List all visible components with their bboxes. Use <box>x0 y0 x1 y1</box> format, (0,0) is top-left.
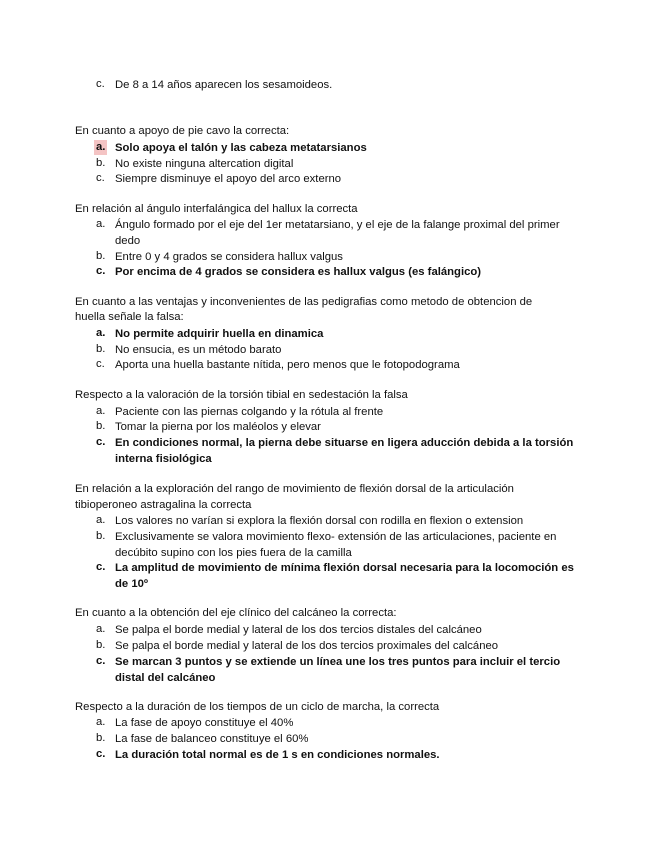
option-marker: b. <box>96 530 106 542</box>
option-marker: c. <box>96 358 105 370</box>
option-text: Paciente con las piernas colgando y la rótula al frente <box>115 406 384 418</box>
option-text: Por encima de 4 grados se considera es hallux valgus (es falángico) <box>115 266 482 278</box>
option-marker: b. <box>96 420 106 432</box>
question-stem: En cuanto a la obtención del eje clínico del calcáneo la correcta: <box>75 607 397 619</box>
option-text: De 8 a 14 años aparecen los sesamoideos. <box>115 79 333 91</box>
option-text: Se palpa el borde medial y lateral de los dos tercios proximales del calcáneo <box>115 640 499 652</box>
option-marker: b. <box>96 639 106 651</box>
option-marker: b. <box>96 250 106 262</box>
option-marker: c. <box>96 436 106 448</box>
option-text: No ensucia, es un método barato <box>115 344 282 356</box>
option-marker: a. <box>96 405 106 417</box>
question-stem: En relación al ángulo interfalángica del hallux la correcta <box>75 203 358 215</box>
option-marker: a. <box>96 716 106 728</box>
option-marker: b. <box>96 343 106 355</box>
option-marker-highlighted: a. <box>96 141 106 153</box>
option-text: Entre 0 y 4 grados se considera hallux valgus <box>115 251 343 263</box>
option-text: La fase de apoyo constituye el 40% <box>115 717 294 729</box>
option-text: No permite adquirir huella en dinamica <box>115 328 324 340</box>
option-text: La amplitud de movimiento de mínima flexión dorsal necesaria para la locomoción es de 10º <box>115 562 574 590</box>
option-marker: a. <box>96 218 106 230</box>
option-text: Se marcan 3 puntos y se extiende un línea une los tres puntos para incluir el tercio distal del calcáneo <box>115 656 561 684</box>
question-stem: En cuanto a apoyo de pie cavo la correcta: <box>75 125 290 137</box>
option-text: En condiciones normal, la pierna debe situarse en ligera aducción debida a la torsión interna fisiológica <box>115 437 574 465</box>
option-text: La duración total normal es de 1 s en condiciones normales. <box>115 749 440 761</box>
option-text: Solo apoya el talón y las cabeza metatarsianos <box>115 142 367 154</box>
option-text: Tomar la pierna por los maléolos y elevar <box>115 421 321 433</box>
option-marker: a. <box>96 327 106 339</box>
question-stem: Respecto a la valoración de la torsión tibial en sedestación la falsa <box>75 389 408 401</box>
option-marker: c. <box>96 78 105 90</box>
option-text: La fase de balanceo constituye el 60% <box>115 733 309 745</box>
option-text: Exclusivamente se valora movimiento flexo- extensión de las articulaciones, paciente en decúbito supino con los pies fuera de la camilla <box>115 531 557 559</box>
option-marker: b. <box>96 732 106 744</box>
option-text: Se palpa el borde medial y lateral de los dos tercios distales del calcáneo <box>115 624 482 636</box>
option-text: Aporta una huella bastante nítida, pero menos que le fotopodograma <box>115 359 460 371</box>
option-text: No existe ninguna altercation digital <box>115 158 294 170</box>
option-text: Ángulo formado por el eje del 1er metatarsiano, y el eje de la falange proximal del primer dedo <box>115 219 560 247</box>
option-marker: c. <box>96 265 106 277</box>
option-marker: c. <box>96 172 105 184</box>
option-text: Los valores no varían si explora la flexión dorsal con rodilla en flexion o extension <box>115 515 524 527</box>
option-marker: c. <box>96 748 106 760</box>
option-text: Siempre disminuye el apoyo del arco externo <box>115 173 342 185</box>
option-marker: c. <box>96 655 106 667</box>
question-stem: En cuanto a las ventajas y inconvenientes de las pedigrafias como metodo de obtencion de <box>75 296 533 308</box>
option-marker: c. <box>96 561 106 573</box>
question-stem: En relación a la exploración del rango de movimiento de flexión dorsal de la articulación <box>75 483 514 495</box>
question-stem-cont: tibioperoneo astragalina la correcta <box>75 499 252 511</box>
question-stem-cont: huella señale la falsa: <box>75 311 184 323</box>
question-stem: Respecto a la duración de los tiempos de un ciclo de marcha, la correcta <box>75 701 440 713</box>
option-marker: a. <box>96 514 106 526</box>
option-marker: a. <box>96 623 106 635</box>
option-marker: b. <box>96 157 106 169</box>
